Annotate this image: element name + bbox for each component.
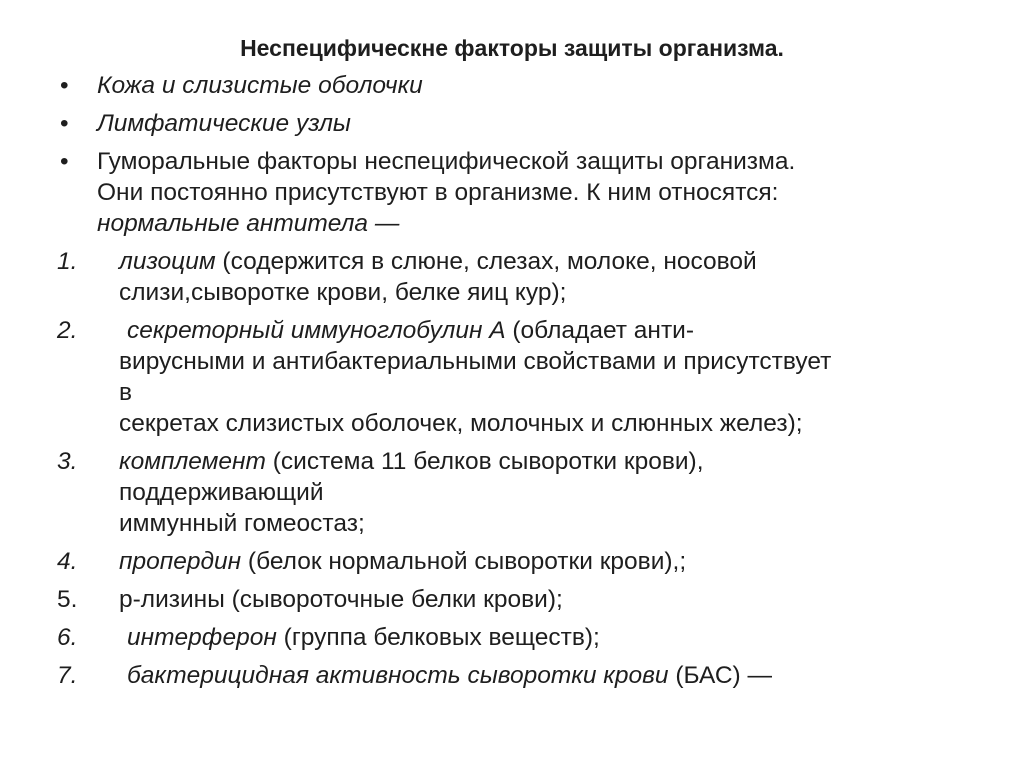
numbered-item [57,546,977,577]
item-text: р-лизины (сывороточные белки крови); [119,586,563,613]
item-number: 5. [57,586,78,613]
item-term: пропердин [119,548,242,575]
item-text: (БАС) — [668,662,772,689]
content-list [57,70,977,691]
item-text: слизи,сыворотке крови, белке яиц кур); [119,279,567,306]
item-text: иммунный гомеостаз; [119,510,365,537]
item-text: поддерживающий [119,479,324,506]
item-text: в [119,379,133,406]
item-number: 6. [57,624,78,651]
item-term: секреторный иммуноглобулин А [127,317,506,344]
bullet-item [57,146,977,239]
numbered-item [57,660,977,691]
bullet-item [57,70,977,101]
bullet-text: Гуморальные факторы неспецифической защиты организма. [97,148,796,175]
numbered-item [57,315,977,439]
bullet-text: Лимфатические узлы [97,110,351,137]
item-number: 2. [57,317,78,344]
numbered-item [57,446,977,539]
item-text: (группа белковых веществ); [276,624,600,651]
numbered-item [57,622,977,653]
item-term: бактерицидная активность сыворотки крови [127,662,669,689]
item-number: 7. [57,662,78,689]
item-number: 4. [57,548,78,575]
numbered-item [57,246,977,308]
item-text: секретах слизистых оболочек, молочных и слюнных желез); [119,410,803,437]
item-number: 1. [57,248,78,275]
item-text: вирусными и антибактериальными свойствами и присутствует [119,348,832,375]
item-term: комплемент [119,448,266,475]
item-text: (обладает анти- [505,317,695,344]
bullet-text: Кожа и слизистые оболочки [97,72,423,99]
bullet-marker: • [60,148,69,175]
item-number: 3. [57,448,78,475]
bullet-text: нормальные антитела — [97,210,400,237]
item-text: (система 11 белков сыворотки крови), [265,448,704,475]
numbered-item [57,584,977,615]
slide-title: Неспецифическне факторы защиты организма. [240,35,784,61]
bullet-marker: • [60,72,69,99]
bullet-marker: • [60,110,69,137]
item-text: (белок нормальной сыворотки крови),; [241,548,687,575]
bullet-text: Они постоянно присутствуют в организме. К ним относятся: [97,179,779,206]
item-term: лизоцим [119,248,216,275]
item-term: интерферон [127,624,277,651]
bullet-item [57,108,977,139]
item-text: (содержится в слюне, слезах, молоке, носовой [215,248,757,275]
